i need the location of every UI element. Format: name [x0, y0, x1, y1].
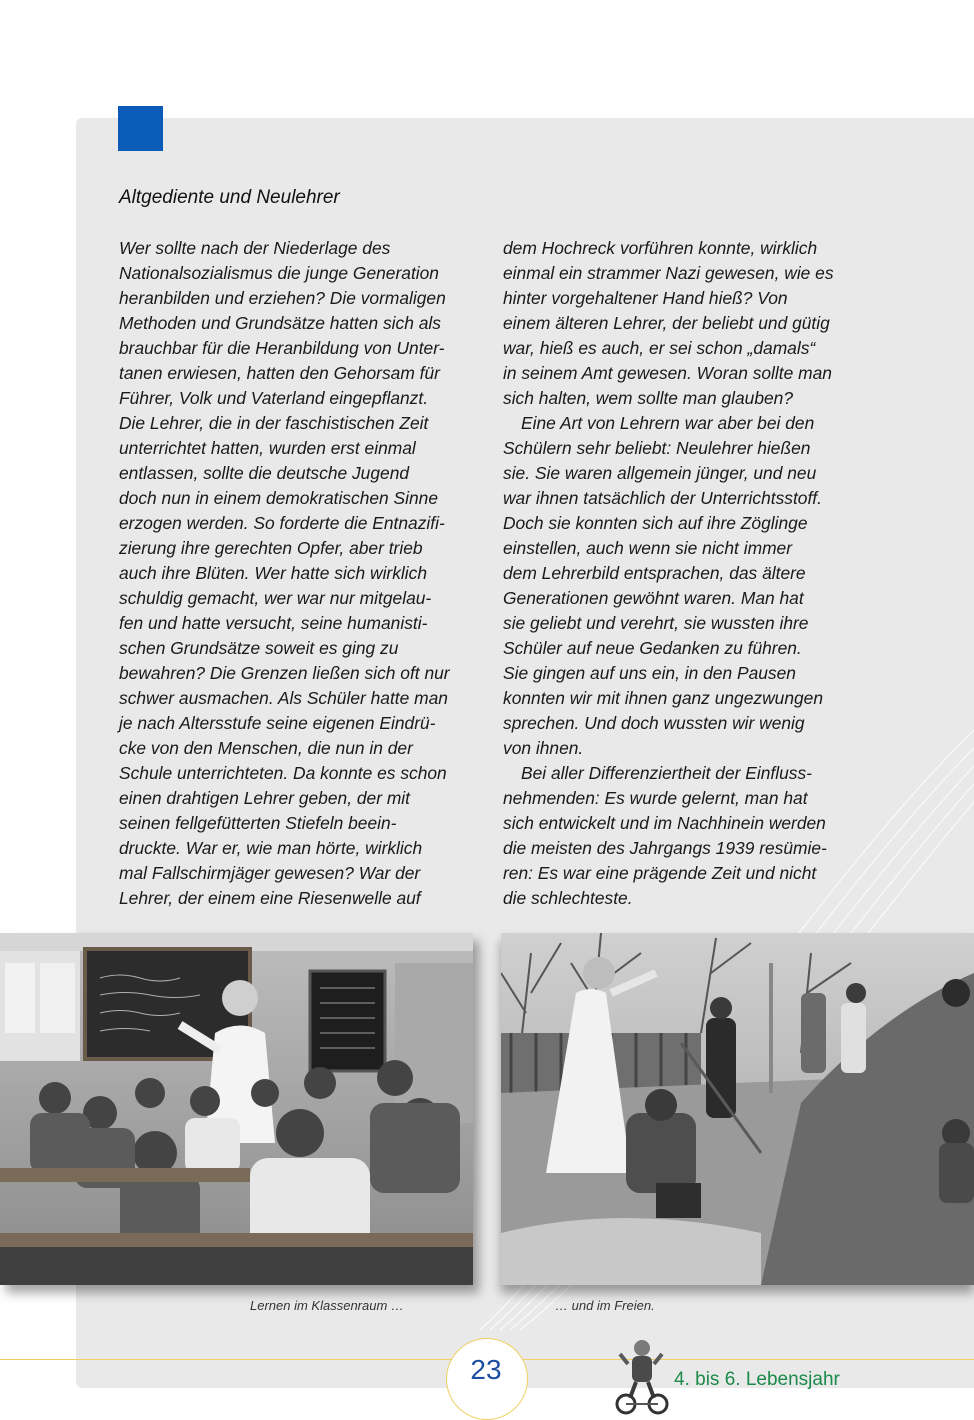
text-line: ren: Es war eine prägende Zeit und nicht — [503, 863, 817, 883]
text-line: einen drahtigen Lehrer geben, der mit — [119, 788, 411, 808]
text-line: erzogen werden. So forderte die Entnazifi- — [119, 513, 445, 533]
text-line: Lehrer, der einem eine Riesenwelle auf — [119, 888, 421, 908]
text-line: sie. Sie waren allgemein jünger, und neu — [503, 463, 817, 483]
section-marker — [118, 106, 163, 151]
text-line: heranbilden und erziehen? Die vormaligen — [119, 288, 446, 308]
text-line: mal Fallschirmjäger gewesen? War der — [119, 863, 421, 883]
text-line: schwer ausmachen. Als Schüler hatte man — [119, 688, 448, 708]
text-line: Schüler auf neue Gedanken zu führen. — [503, 638, 802, 658]
classroom-photo — [0, 933, 473, 1285]
text-line: doch nun in einem demokratischen Sinne — [119, 488, 439, 508]
right-photo-caption: … und im Freien. — [555, 1298, 655, 1313]
article-title: Altgediente und Neulehrer — [119, 187, 340, 208]
text-line: schen Grundsätze soweit es ging zu — [119, 638, 399, 658]
text-line: war, hieß es auch, er sei schon „damals“ — [503, 338, 816, 358]
chapter-label: 4. bis 6. Lebensjahr — [674, 1369, 840, 1390]
text-line: sich halten, wem sollte man glauben? — [503, 388, 794, 408]
text-line: zierung ihre gerechten Opfer, aber trieb — [119, 538, 423, 558]
text-line: unterrichtet hatten, wurden erst einmal — [119, 438, 416, 458]
outdoor-photo — [501, 933, 974, 1285]
text-line: fen und hatte versucht, seine humanisti- — [119, 613, 428, 633]
left-photo-caption: Lernen im Klassenraum … — [250, 1298, 404, 1313]
text-line: brauchbar für die Heranbildung von Unter- — [119, 338, 445, 358]
text-line: Methoden und Grundsätze hatten sich als — [119, 313, 441, 333]
text-line: war ihnen tatsächlich der Unterrichtsstoff. — [503, 488, 822, 508]
text-line: Doch sie konnten sich auf ihre Zöglinge — [503, 513, 808, 533]
text-line: seinen fellgefütterten Stiefeln beein- — [119, 813, 397, 833]
text-line: dem Lehrerbild entsprachen, das ältere — [503, 563, 806, 583]
text-line: sich entwickelt und im Nachhinein werden — [503, 813, 826, 833]
text-line: Wer sollte nach der Niederlage des — [119, 238, 391, 258]
right-text-column — [503, 236, 834, 911]
text-line: auch ihre Blüten. Wer hatte sich wirklich — [119, 563, 428, 583]
text-line: in seinem Amt gewesen. Woran sollte man — [503, 363, 832, 383]
text-line: einstellen, auch wenn sie nicht immer — [503, 538, 793, 558]
text-line: druckte. War er, wie man hörte, wirklich — [119, 838, 423, 858]
text-line: Bei aller Differenziertheit der Einfluss- — [521, 763, 812, 783]
text-line: bewahren? Die Grenzen ließen sich oft nur — [119, 663, 450, 683]
text-line: die schlechteste. — [503, 888, 633, 908]
left-text-column — [119, 236, 450, 911]
text-line: nehmenden: Es wurde gelernt, man hat — [503, 788, 808, 808]
text-line: Generationen gewöhnt waren. Man hat — [503, 588, 804, 608]
text-line: hinter vorgehaltener Hand hieß? Von — [503, 288, 788, 308]
text-line: Schule unterrichteten. Da konnte es schon — [119, 763, 447, 783]
text-line: schuldig gemacht, wer war nur mitgelau- — [119, 588, 432, 608]
child-on-tricycle-icon — [614, 1338, 670, 1418]
text-line: Schülern sehr beliebt: Neulehrer hießen — [503, 438, 811, 458]
text-line: Sie gingen auf uns ein, in den Pausen — [503, 663, 796, 683]
text-line: cke von den Menschen, die nun in der — [119, 738, 413, 758]
text-line: Die Lehrer, die in der faschistischen Zeit — [119, 413, 429, 433]
text-line: je nach Altersstufe seine eigenen Eindrü- — [119, 713, 436, 733]
text-line: konnten wir mit ihnen ganz ungezwungen — [503, 688, 824, 708]
text-line: die meisten des Jahrgangs 1939 resümie- — [503, 838, 827, 858]
text-line: von ihnen. — [503, 738, 584, 758]
text-line: einmal ein strammer Nazi gewesen, wie es — [503, 263, 834, 283]
text-line: Nationalsozialismus die junge Generation — [119, 263, 439, 283]
text-line: sprechen. Und doch wussten wir wenig — [503, 713, 805, 733]
text-line: Eine Art von Lehrern war aber bei den — [521, 413, 815, 433]
text-line: Führer, Volk und Vaterland eingepflanzt. — [119, 388, 429, 408]
text-line: entlassen, sollte die deutsche Jugend — [119, 463, 410, 483]
text-line: dem Hochreck vorführen konnte, wirklich — [503, 238, 818, 258]
text-line: sie geliebt und verehrt, sie wussten ihre — [503, 613, 809, 633]
text-line: einem älteren Lehrer, der beliebt und gütig — [503, 313, 830, 333]
page-number: 23 — [470, 1354, 502, 1385]
text-line: tanen erwiesen, hatten den Gehorsam für — [119, 363, 440, 383]
